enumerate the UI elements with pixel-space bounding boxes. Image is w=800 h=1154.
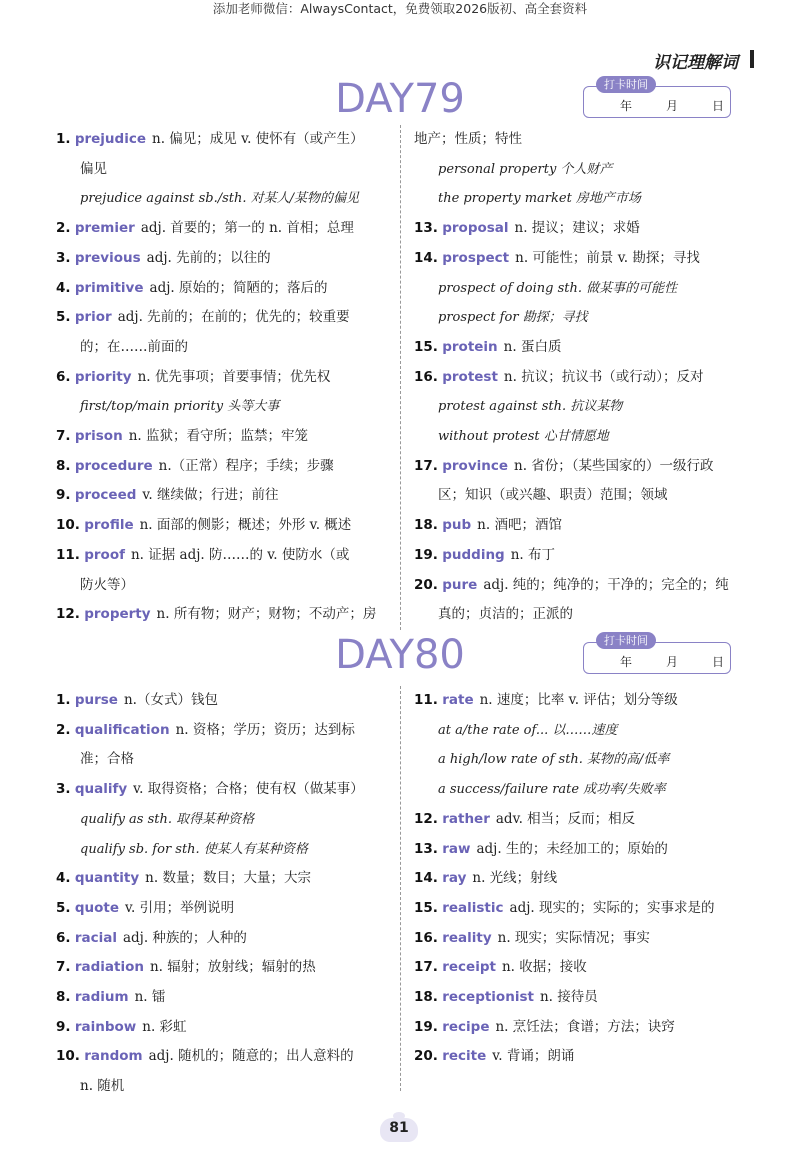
entry-definition: n. 烹饪法；食谱；方法；诀窍 (495, 1018, 675, 1035)
entry-definition: n. 省份；（某些国家的）一级行政 (514, 457, 714, 474)
entry-definition: adj. 随机的；随意的；出人意料的 (148, 1048, 354, 1065)
entry-headline (414, 363, 750, 393)
entry-definition: n. 收据；接收 (501, 959, 587, 976)
entry-definition: adj. 现实的；实际的；实事求是的 (509, 899, 715, 916)
entry-phrase: first/top/main priority 头等大事 (80, 399, 280, 415)
vocab-entry (414, 541, 750, 571)
checkin-badge: 打卡时间 (596, 632, 656, 649)
entry-word: receipt (442, 959, 496, 976)
entry-word: qualify (74, 781, 128, 798)
entry-word: rather (442, 810, 490, 827)
entry-number: 2. (56, 721, 71, 738)
entry-definition: adj. 生的；未经加工的；原始的 (476, 840, 668, 857)
vocab-entry (56, 953, 392, 983)
entry-phrase: a high/low rate of sth. 某物的高/低率 (438, 752, 670, 768)
entry-word: quantity (74, 870, 140, 887)
entry-definition: n. 酒吧；酒馆 (477, 517, 562, 534)
vocab-entry (56, 541, 392, 600)
entry-word: pub (442, 517, 472, 534)
entry-number: 9. (56, 487, 71, 504)
vocab-entry (56, 422, 392, 452)
entry-headline (56, 422, 392, 452)
entry-number: 5. (56, 309, 71, 326)
entry-phrase: without protest 心甘情愿地 (438, 429, 609, 445)
entry-number: 6. (56, 368, 71, 385)
day80-right-column (414, 686, 750, 1072)
entry-definition: n. 速度；比率 v. 评估；划分等级 (479, 692, 678, 708)
vocab-entry (414, 244, 750, 333)
entry-number: 1. (56, 692, 71, 708)
vocab-entry (56, 924, 392, 954)
vocab-entry (414, 452, 750, 511)
entry-headline (56, 864, 392, 894)
vocab-entry (56, 481, 392, 511)
entry-definition: n. 数量；数目；大量；大宗 (145, 870, 311, 887)
entry-headline (56, 686, 392, 716)
entry-headline (414, 1013, 750, 1043)
entry-word: rainbow (74, 1018, 137, 1035)
vocab-entry (414, 894, 750, 924)
entry-word: property (84, 606, 151, 623)
entry-definition: n. 面部的侧影；概述；外形 v. 概述 (139, 517, 352, 534)
entry-word: recite (442, 1048, 487, 1065)
entry-headline (56, 274, 392, 304)
entry-word: purse (74, 692, 118, 708)
entry-word: primitive (74, 279, 144, 296)
day79-title: DAY79 (335, 76, 465, 122)
entry-word: prison (74, 428, 123, 445)
entry-number: 12. (56, 606, 80, 623)
day79-right-column (414, 125, 750, 630)
entry-headline (414, 686, 750, 716)
vocab-entry (56, 274, 392, 304)
entry-word: rate (442, 692, 474, 708)
entry-definition: v. 背诵；朗诵 (492, 1048, 575, 1065)
entry-headline (56, 953, 392, 983)
entry-number: 14. (414, 870, 438, 887)
entry-phrase: personal property 个人财产 (438, 161, 613, 177)
entry-word: racial (74, 929, 117, 946)
entry-definition: n. 所有物；财产；财物；不动产；房 (156, 606, 377, 623)
entry-definition: n. 提议；建议；求婚 (514, 220, 640, 237)
entry-definition-continued: 地产；性质；特性 (414, 131, 522, 147)
entry-headline (56, 244, 392, 274)
entry-definition-continued: 的；在……前面的 (80, 338, 188, 355)
entry-word: protein (442, 338, 498, 355)
checkin-date (620, 97, 724, 114)
entry-definition: n. 蛋白质 (503, 338, 562, 355)
entry-definition: n. 资格；学历；资历；达到标 (175, 721, 355, 738)
vocab-entry (414, 125, 750, 214)
entry-number: 17. (414, 959, 438, 976)
vocab-entry (56, 600, 392, 630)
entry-number: 8. (56, 989, 71, 1006)
entry-word: realistic (442, 899, 504, 916)
entry-number: 15. (414, 899, 438, 916)
vocab-entry (414, 333, 750, 363)
entry-definition-continued: 区；知识（或兴趣、职责）范围；领域 (438, 487, 668, 504)
entry-word: reality (442, 929, 492, 946)
entry-headline (414, 864, 750, 894)
entry-phrase: prospect for 勘探；寻找 (438, 310, 588, 326)
entry-number: 16. (414, 929, 438, 946)
entry-number: 20. (414, 576, 438, 593)
entry-number: 18. (414, 989, 438, 1006)
entry-word: pure (442, 576, 478, 593)
entry-word: recipe (442, 1018, 490, 1035)
vocab-entry (56, 1013, 392, 1043)
entry-word: proceed (74, 487, 137, 504)
entry-word: protest (442, 368, 498, 385)
entry-word: raw (442, 840, 471, 857)
entry-definition: n. 接待员 (539, 989, 598, 1006)
entry-number: 15. (414, 338, 438, 355)
vocab-entry (414, 571, 750, 630)
day79-left-column (56, 125, 392, 630)
vocab-entry (56, 864, 392, 894)
entry-number: 17. (414, 457, 438, 474)
day79-checkin-box[interactable] (583, 78, 731, 118)
entry-number: 1. (56, 131, 71, 147)
entry-word: ray (442, 870, 467, 887)
vocab-entry (414, 1013, 750, 1043)
entry-word: proposal (442, 220, 509, 237)
entry-headline (56, 716, 392, 746)
entry-word: previous (74, 249, 141, 266)
entry-headline (56, 303, 392, 333)
entry-definition-continued: 偏见 (80, 160, 107, 177)
entry-definition: v. 继续做；行进；前往 (142, 487, 279, 504)
vocab-entry (414, 214, 750, 244)
checkin-month: 月 (665, 99, 678, 113)
entry-number: 7. (56, 428, 71, 445)
vocab-entry (56, 452, 392, 482)
entry-headline (56, 1042, 392, 1072)
entry-definition: n. 偏见；成见 v. 使怀有（或产生） (152, 131, 364, 147)
entry-phrase: the property market 房地产市场 (438, 191, 641, 207)
entry-number: 13. (414, 840, 438, 857)
checkin-year: 年 (620, 655, 633, 669)
entry-headline (414, 983, 750, 1013)
entry-word: profile (84, 517, 134, 534)
entry-word: premier (74, 220, 135, 237)
entry-headline (56, 214, 392, 244)
checkin-day: 日 (711, 655, 724, 669)
vocab-entry (56, 983, 392, 1013)
vocab-entry (414, 686, 750, 805)
entry-number: 6. (56, 929, 71, 946)
page-number-badge (376, 1112, 422, 1142)
entry-headline (56, 363, 392, 393)
entry-definition: v. 引用；举例说明 (125, 899, 235, 916)
entry-word: pudding (442, 546, 505, 563)
entry-number: 11. (56, 546, 80, 563)
entry-headline (56, 924, 392, 954)
entry-phrase: qualify sb. for sth. 使某人有某种资格 (80, 841, 308, 857)
vocab-entry (56, 214, 392, 244)
entry-headline (56, 481, 392, 511)
entry-number: 3. (56, 249, 71, 266)
entry-definition-continued: 真的；贞洁的；正派的 (438, 606, 573, 623)
vocab-entry (56, 244, 392, 274)
entry-definition: n.（女式）钱包 (123, 692, 218, 708)
entry-word: quote (74, 899, 119, 916)
entry-definition: adj. 原始的；简陋的；落后的 (149, 279, 328, 296)
entry-word: receptionist (442, 989, 534, 1006)
entry-number: 19. (414, 1018, 438, 1035)
page-number: 81 (389, 1120, 409, 1136)
entry-number: 5. (56, 899, 71, 916)
entry-headline (56, 775, 392, 805)
entry-word: province (442, 457, 509, 474)
day80-title: DAY80 (335, 632, 465, 678)
entry-headline (414, 511, 750, 541)
entry-word: random (84, 1048, 143, 1065)
entry-word: qualification (74, 721, 170, 738)
entry-word: prior (74, 309, 112, 326)
entry-definition: adj. 纯的；纯净的；干净的；完全的；纯 (483, 576, 729, 593)
vocab-entry (56, 775, 392, 864)
checkin-year: 年 (620, 99, 633, 113)
entry-definition: n. 彩虹 (142, 1018, 187, 1035)
vocab-entry (56, 363, 392, 422)
vocab-entry (414, 953, 750, 983)
entry-definition: adj. 先前的；在前的；优先的；较重要 (117, 309, 350, 326)
entry-headline (414, 835, 750, 865)
entry-number: 11. (414, 692, 438, 708)
entry-number: 7. (56, 959, 71, 976)
vocab-entry (56, 686, 392, 716)
entry-definition: adj. 首要的；第一的 n. 首相；总理 (140, 220, 354, 237)
entry-headline (414, 571, 750, 601)
entry-definition: n. 证据 adj. 防……的 v. 使防水（或 (130, 546, 350, 563)
entry-number: 16. (414, 368, 438, 385)
vocab-entry (414, 835, 750, 865)
top-banner: 添加老师微信：AlwaysContact，免费领取2026版初、高全套资料 (212, 1, 588, 16)
entry-headline (56, 511, 392, 541)
section-tag-bar (750, 50, 754, 68)
entry-word: procedure (74, 457, 153, 474)
entry-definition: n. 镭 (134, 989, 166, 1006)
entry-headline (56, 600, 392, 630)
entry-definition: adj. 先前的；以往的 (146, 249, 271, 266)
entry-headline (414, 541, 750, 571)
vocab-entry (414, 805, 750, 835)
entry-headline (56, 1013, 392, 1043)
day80-checkin-box[interactable] (583, 634, 731, 674)
entry-headline (56, 452, 392, 482)
entry-headline (414, 452, 750, 482)
entry-number: 14. (414, 249, 438, 266)
entry-word: prospect (442, 249, 510, 266)
column-divider (400, 125, 401, 630)
entry-headline (56, 983, 392, 1013)
checkin-day: 日 (711, 99, 724, 113)
vocab-entry (56, 716, 392, 775)
entry-definition: adv. 相当；反而；相反 (495, 810, 636, 827)
vocab-entry (414, 924, 750, 954)
entry-headline (414, 924, 750, 954)
entry-number: 19. (414, 546, 438, 563)
entry-definition: n. 抗议；抗议书（或行动）；反对 (503, 368, 704, 385)
day80-left-column (56, 686, 392, 1102)
entry-word: prejudice (74, 131, 146, 147)
section-tag (653, 48, 738, 73)
entry-word: priority (74, 368, 132, 385)
entry-headline (414, 1042, 750, 1072)
entry-definition: v. 取得资格；合格；使有权（做某事） (133, 781, 364, 798)
entry-definition: n. 现实；实际情况；事实 (497, 929, 650, 946)
vocab-entry (56, 303, 392, 362)
entry-number: 10. (56, 517, 80, 534)
entry-definition: n.（正常）程序；手续；步骤 (158, 457, 334, 474)
vocab-entry (414, 983, 750, 1013)
section-tag-text: 识记理解词 (653, 53, 738, 73)
entry-word: proof (84, 546, 125, 563)
entry-headline (56, 125, 392, 155)
entry-definition-continued: n. 随机 (80, 1078, 125, 1095)
vocab-entry (56, 125, 392, 214)
entry-headline (414, 953, 750, 983)
entry-number: 20. (414, 1048, 438, 1065)
entry-headline (414, 244, 750, 274)
entry-definition: n. 布丁 (510, 546, 556, 563)
entry-phrase: a success/failure rate 成功率/失败率 (438, 782, 666, 798)
entry-headline (414, 333, 750, 363)
entry-phrase: protest against sth. 抗议某物 (438, 399, 623, 415)
entry-number: 10. (56, 1048, 80, 1065)
entry-number: 13. (414, 220, 438, 237)
vocab-entry (414, 1042, 750, 1072)
entry-headline (414, 214, 750, 244)
entry-word: radiation (74, 959, 144, 976)
column-divider (400, 686, 401, 1091)
entry-number: 8. (56, 457, 71, 474)
entry-number: 2. (56, 220, 71, 237)
entry-phrase: at a/the rate of... 以……速度 (438, 722, 618, 738)
entry-headline (56, 894, 392, 924)
entry-definition: n. 光线；射线 (472, 870, 558, 887)
entry-number: 18. (414, 517, 438, 534)
vocab-entry (56, 1042, 392, 1101)
entry-phrase: prospect of doing sth. 做某事的可能性 (438, 280, 678, 296)
entry-definition-continued: 准；合格 (80, 751, 134, 768)
vocab-entry (56, 894, 392, 924)
entry-definition: adj. 种族的；人种的 (122, 929, 247, 946)
entry-definition: n. 可能性；前景 v. 勘探；寻找 (515, 249, 700, 266)
entry-number: 3. (56, 781, 71, 798)
entry-definition-continued: 防火等） (80, 576, 134, 593)
checkin-month: 月 (665, 655, 678, 669)
vocab-entry (414, 363, 750, 452)
vocab-entry (414, 511, 750, 541)
entry-number: 12. (414, 810, 438, 827)
entry-word: radium (74, 989, 129, 1006)
entry-number: 4. (56, 870, 71, 887)
checkin-badge: 打卡时间 (596, 76, 656, 93)
vocab-entry (414, 864, 750, 894)
entry-definition: n. 监狱；看守所；监禁；牢笼 (128, 428, 308, 445)
checkin-date (620, 653, 724, 670)
entry-number: 4. (56, 279, 71, 296)
entry-definition: n. 辐射；放射线；辐射的热 (149, 959, 316, 976)
entry-headline (56, 541, 392, 571)
entry-definition: n. 优先事项；首要事情；优先权 (137, 368, 331, 385)
entry-number: 9. (56, 1018, 71, 1035)
entry-phrase: qualify as sth. 取得某种资格 (80, 811, 255, 827)
vocab-entry (56, 511, 392, 541)
entry-headline (414, 805, 750, 835)
entry-headline (414, 894, 750, 924)
entry-phrase: prejudice against sb./sth. 对某人/某物的偏见 (80, 191, 360, 207)
